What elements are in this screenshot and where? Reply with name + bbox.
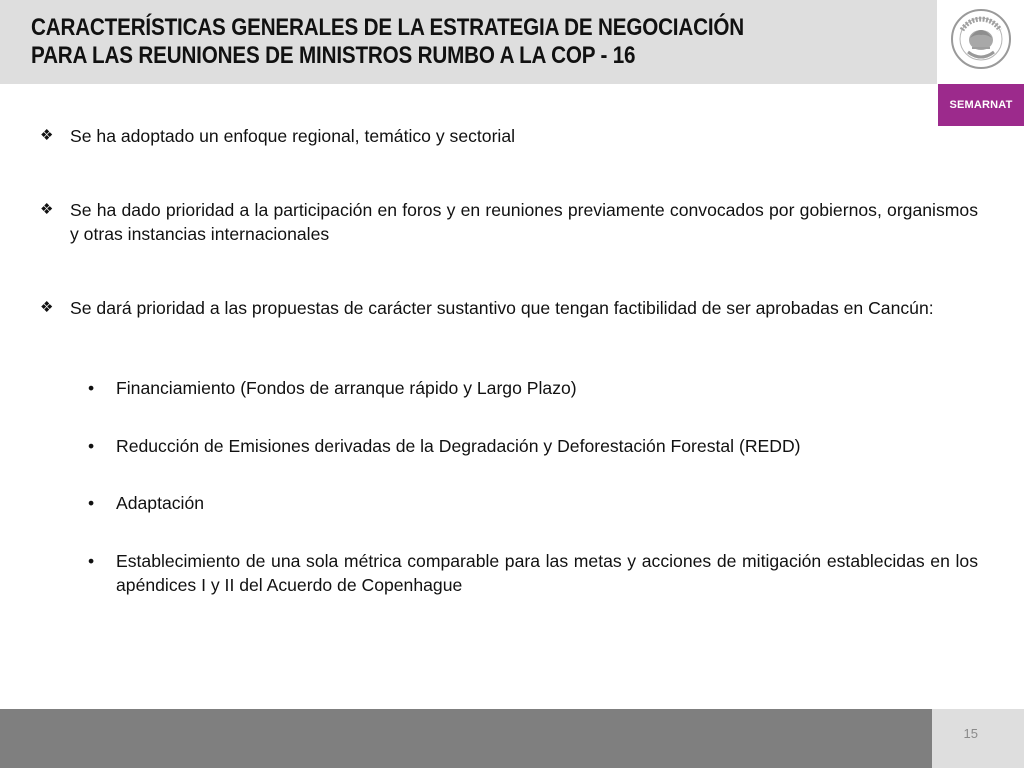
slide-title <box>31 14 805 70</box>
page-number-panel <box>932 709 1024 768</box>
slide-footer <box>0 709 932 768</box>
sub-bullet-item <box>86 434 978 458</box>
bullet-item <box>40 198 978 246</box>
round-bullet-icon: • <box>88 551 95 571</box>
diamond-bullet-icon: ❖ <box>40 127 54 144</box>
slide-title-line-2: PARA LAS REUNIONES DE MINISTROS RUMBO A LA COP - 16 <box>31 42 636 69</box>
sub-bullet-text: Reducción de Emisiones derivadas de la Degradación y Deforestación Forestal (REDD) <box>116 436 801 456</box>
semarnat-brand-label: SEMARNAT <box>938 84 1024 126</box>
diamond-bullet-icon: ❖ <box>40 299 54 316</box>
round-bullet-icon: • <box>88 493 95 513</box>
sub-bullet-text: Establecimiento de una sola métrica comparable para las metas y acciones de mitigación establecidas en los apéndices I y II del Acuerdo de Copenhague <box>116 551 978 595</box>
sub-bullet-item <box>86 376 978 400</box>
sub-bullet-item <box>86 549 978 597</box>
bullet-item <box>40 296 978 320</box>
logo-panel <box>937 0 1024 84</box>
bullet-item <box>40 124 978 148</box>
slide-title-line-1: CARACTERÍSTICAS GENERALES DE LA ESTRATEGIA DE NEGOCIACIÓN <box>31 14 745 41</box>
bullet-text: Se ha adoptado un enfoque regional, temático y sectorial <box>70 126 516 146</box>
bullet-text: Se dará prioridad a las propuestas de carácter sustantivo que tengan factibilidad de ser aprobadas en Cancún: <box>70 298 934 318</box>
round-bullet-icon: • <box>88 436 95 456</box>
diamond-bullet-icon: ❖ <box>40 201 54 218</box>
slide-header <box>0 0 937 84</box>
sub-bullet-text: Financiamiento (Fondos de arranque rápido y Largo Plazo) <box>116 378 577 398</box>
sub-bullet-item <box>86 491 978 515</box>
page-number: 15 <box>963 726 978 741</box>
bullet-text: Se ha dado prioridad a la participación en foros y en reuniones previamente convocados por gobiernos, organismos y otras instancias internacionales <box>70 200 978 244</box>
sub-bullet-text: Adaptación <box>116 493 205 513</box>
round-bullet-icon: • <box>88 378 95 398</box>
mexican-coat-of-arms-seal-icon <box>950 8 1012 74</box>
